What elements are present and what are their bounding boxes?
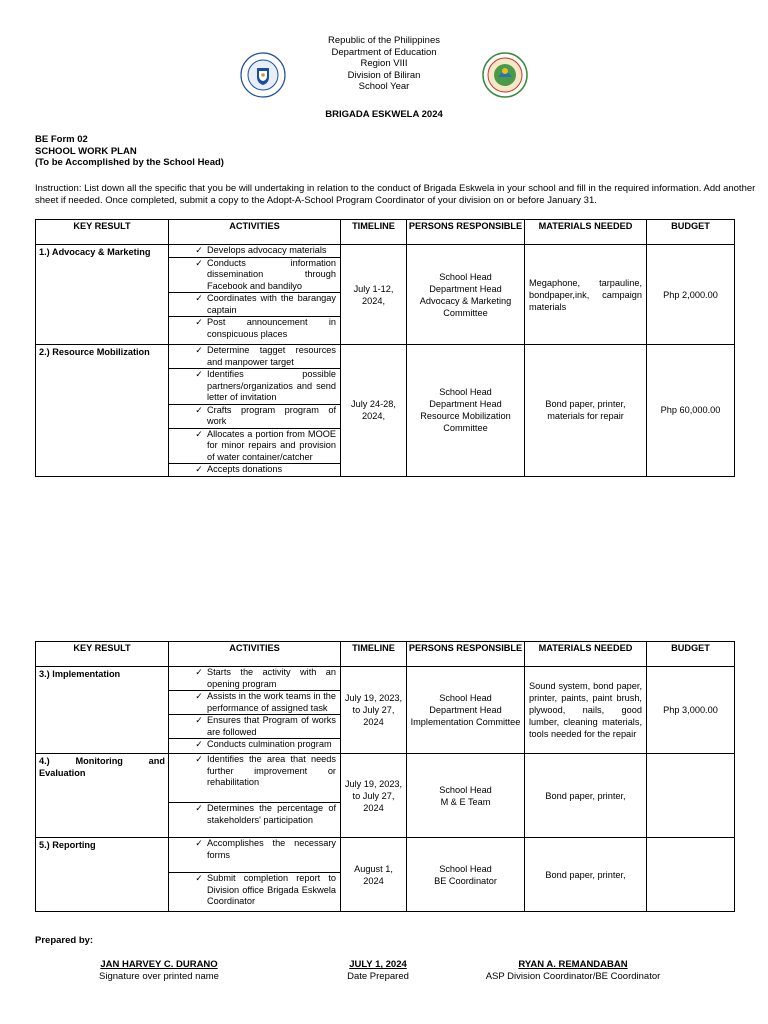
- header-line-division: Division of Biliran: [347, 69, 421, 81]
- activity-item: ✓ Accepts donations: [169, 464, 340, 476]
- signatory-coordinator: [478, 959, 668, 982]
- check-icon: ✓: [195, 428, 203, 439]
- instruction-text: Instruction: List down all the specific that you be will undertaking in relation to the conduct of Brigada Eskwela in your school and fill in the required information. Add another sheet if needed. Once completed, submit a copy to the Adopt-A-School Program Coordinator of your division on or before January 31.: [35, 183, 756, 206]
- activity-item: ✓ Identifies the area that needs further improvement or rehabilitation: [169, 754, 340, 803]
- column-header: ACTIVITIES: [169, 642, 341, 667]
- signatory-date: [328, 959, 428, 982]
- signatory-name: RYAN A. REMANDABAN: [518, 959, 628, 970]
- table-row: [36, 754, 735, 838]
- materials-cell: Sound system, bond paper, printer, paints, paint brush, plywood, nails, good lumber, cleaning materials, tools needed for the repair: [525, 667, 647, 754]
- column-header: BUDGET: [647, 642, 735, 667]
- activities-cell: [169, 667, 341, 754]
- persons-cell: School Head Department Head Advocacy & Marketing Committee: [407, 245, 525, 345]
- table-row: [36, 345, 735, 477]
- form-name: SCHOOL WORK PLAN: [35, 145, 137, 157]
- column-header: TIMELINE: [341, 642, 407, 667]
- date-prepared-value: JULY 1, 2024: [349, 959, 407, 970]
- activities-cell: [169, 345, 341, 477]
- timeline-cell: July 24-28, 2024,: [341, 345, 407, 477]
- materials-cell: Bond paper, printer,: [525, 754, 647, 838]
- table-row: [36, 245, 735, 345]
- header-line-region: Region VIII: [360, 58, 408, 69]
- table-header-row: [36, 642, 735, 667]
- deped-seal-icon: [240, 52, 286, 98]
- budget-cell: [647, 754, 735, 838]
- form-code: BE Form 02: [35, 134, 88, 145]
- work-plan-table-2: [35, 641, 735, 912]
- check-icon: ✓: [195, 404, 203, 415]
- check-icon: ✓: [195, 873, 203, 883]
- timeline-cell: July 19, 2023, to July 27, 2024: [341, 754, 407, 838]
- header-line-republic: Republic of the Philippines: [328, 35, 440, 46]
- timeline-cell: July 19, 2023, to July 27, 2024: [341, 667, 407, 754]
- persons-cell: School Head BE Coordinator: [407, 838, 525, 912]
- activity-item: ✓ Conducts information dissemination through Facebook and bandilyo: [169, 258, 340, 294]
- activity-item: ✓ Develops advocacy materials: [169, 245, 340, 258]
- budget-cell: Php 60,000.00: [647, 345, 735, 477]
- check-icon: ✓: [195, 754, 203, 764]
- budget-cell: Php 2,000.00: [647, 245, 735, 345]
- signatory-caption: Signature over printed name: [99, 970, 219, 982]
- header-line-school-year: School Year: [358, 81, 410, 92]
- activity-item: ✓ Crafts program program of work: [169, 405, 340, 429]
- check-icon: ✓: [195, 245, 203, 255]
- key-result-cell: 1.) Advocacy & Marketing: [36, 245, 169, 345]
- header-line-department: Department of Education: [331, 46, 437, 58]
- signatory-caption: ASP Division Coordinator/BE Coordinator: [485, 970, 661, 982]
- activity-item: ✓ Post announcement in conspicuous places: [169, 317, 340, 340]
- check-icon: ✓: [195, 739, 203, 749]
- activity-item: ✓ Determine tagget resources and manpower target: [169, 345, 340, 369]
- activity-item: ✓ Starts the activity with an opening program: [169, 667, 340, 691]
- check-icon: ✓: [195, 293, 203, 303]
- activity-item: ✓ Coordinates with the barangay captain: [169, 293, 340, 317]
- check-icon: ✓: [195, 667, 203, 677]
- document-title: BRIGADA ESKWELA 2024: [325, 109, 443, 120]
- column-header: KEY RESULT: [36, 220, 169, 245]
- activity-item: ✓ Assists in the work teams in the performance of assigned task: [169, 691, 340, 715]
- activity-item: ✓ Ensures that Program of works are followed: [169, 715, 340, 739]
- check-icon: ✓: [195, 257, 203, 268]
- check-icon: ✓: [195, 691, 203, 701]
- table-row: [36, 838, 735, 912]
- check-icon: ✓: [195, 345, 203, 355]
- table-row: [36, 667, 735, 754]
- key-result-cell: 5.) Reporting: [36, 838, 169, 912]
- form-heading: [35, 134, 224, 169]
- check-icon: ✓: [195, 838, 203, 848]
- prepared-by-label: Prepared by:: [35, 935, 94, 946]
- activities-cell: [169, 838, 341, 912]
- column-header: MATERIALS NEEDED: [525, 642, 647, 667]
- key-result-cell: 4.) Monitoring and Evaluation: [36, 754, 169, 838]
- check-icon: ✓: [195, 369, 203, 379]
- activity-item: ✓ Determines the percentage of stakeholders' participation: [169, 803, 340, 826]
- column-header: ACTIVITIES: [169, 220, 341, 245]
- persons-cell: School Head Department Head Implementation Committee: [407, 667, 525, 754]
- persons-cell: School Head Department Head Resource Mobilization Committee: [407, 345, 525, 477]
- budget-cell: Php 3,000.00: [647, 667, 735, 754]
- activities-cell: [169, 245, 341, 345]
- activity-item: ✓ Allocates a portion from MOOE for minor repairs and provision of water container/catcher: [169, 429, 340, 465]
- persons-cell: School Head M & E Team: [407, 754, 525, 838]
- timeline-cell: August 1, 2024: [341, 838, 407, 912]
- column-header: PERSONS RESPONSIBLE: [407, 220, 525, 245]
- table-header-row: [36, 220, 735, 245]
- check-icon: ✓: [195, 464, 203, 474]
- column-header: KEY RESULT: [36, 642, 169, 667]
- column-header: MATERIALS NEEDED: [525, 220, 647, 245]
- materials-cell: Bond paper, printer, materials for repair: [525, 345, 647, 477]
- activities-cell: [169, 754, 341, 838]
- document-header: [0, 35, 768, 93]
- work-plan-table-1: [35, 219, 735, 477]
- check-icon: ✓: [195, 317, 203, 327]
- activity-item: ✓ Submit completion report to Division office Brigada Eskwela Coordinator: [169, 873, 340, 908]
- column-header: TIMELINE: [341, 220, 407, 245]
- materials-cell: Megaphone, tarpauline, bondpaper,ink, campaign materials: [525, 245, 647, 345]
- signatory-caption: Date Prepared: [347, 970, 409, 982]
- activity-item: ✓ Identifies possible partners/organizatios and send letter of invitation: [169, 369, 340, 405]
- form-note: (To be Accomplished by the School Head): [35, 157, 224, 168]
- signatory-name: JAN HARVEY C. DURANO: [100, 959, 218, 970]
- materials-cell: Bond paper, printer,: [525, 838, 647, 912]
- check-icon: ✓: [195, 715, 203, 725]
- budget-cell: [647, 838, 735, 912]
- activity-item: ✓ Conducts culmination program: [169, 739, 340, 751]
- column-header: PERSONS RESPONSIBLE: [407, 642, 525, 667]
- column-header: BUDGET: [647, 220, 735, 245]
- activity-item: ✓ Accomplishes the necessary forms: [169, 838, 340, 873]
- timeline-cell: July 1-12, 2024,: [341, 245, 407, 345]
- key-result-cell: 3.) Implementation: [36, 667, 169, 754]
- check-icon: ✓: [195, 803, 203, 813]
- signatory-prepared: [90, 959, 228, 982]
- biliran-seal-icon: [482, 52, 528, 98]
- key-result-cell: 2.) Resource Mobilization: [36, 345, 169, 477]
